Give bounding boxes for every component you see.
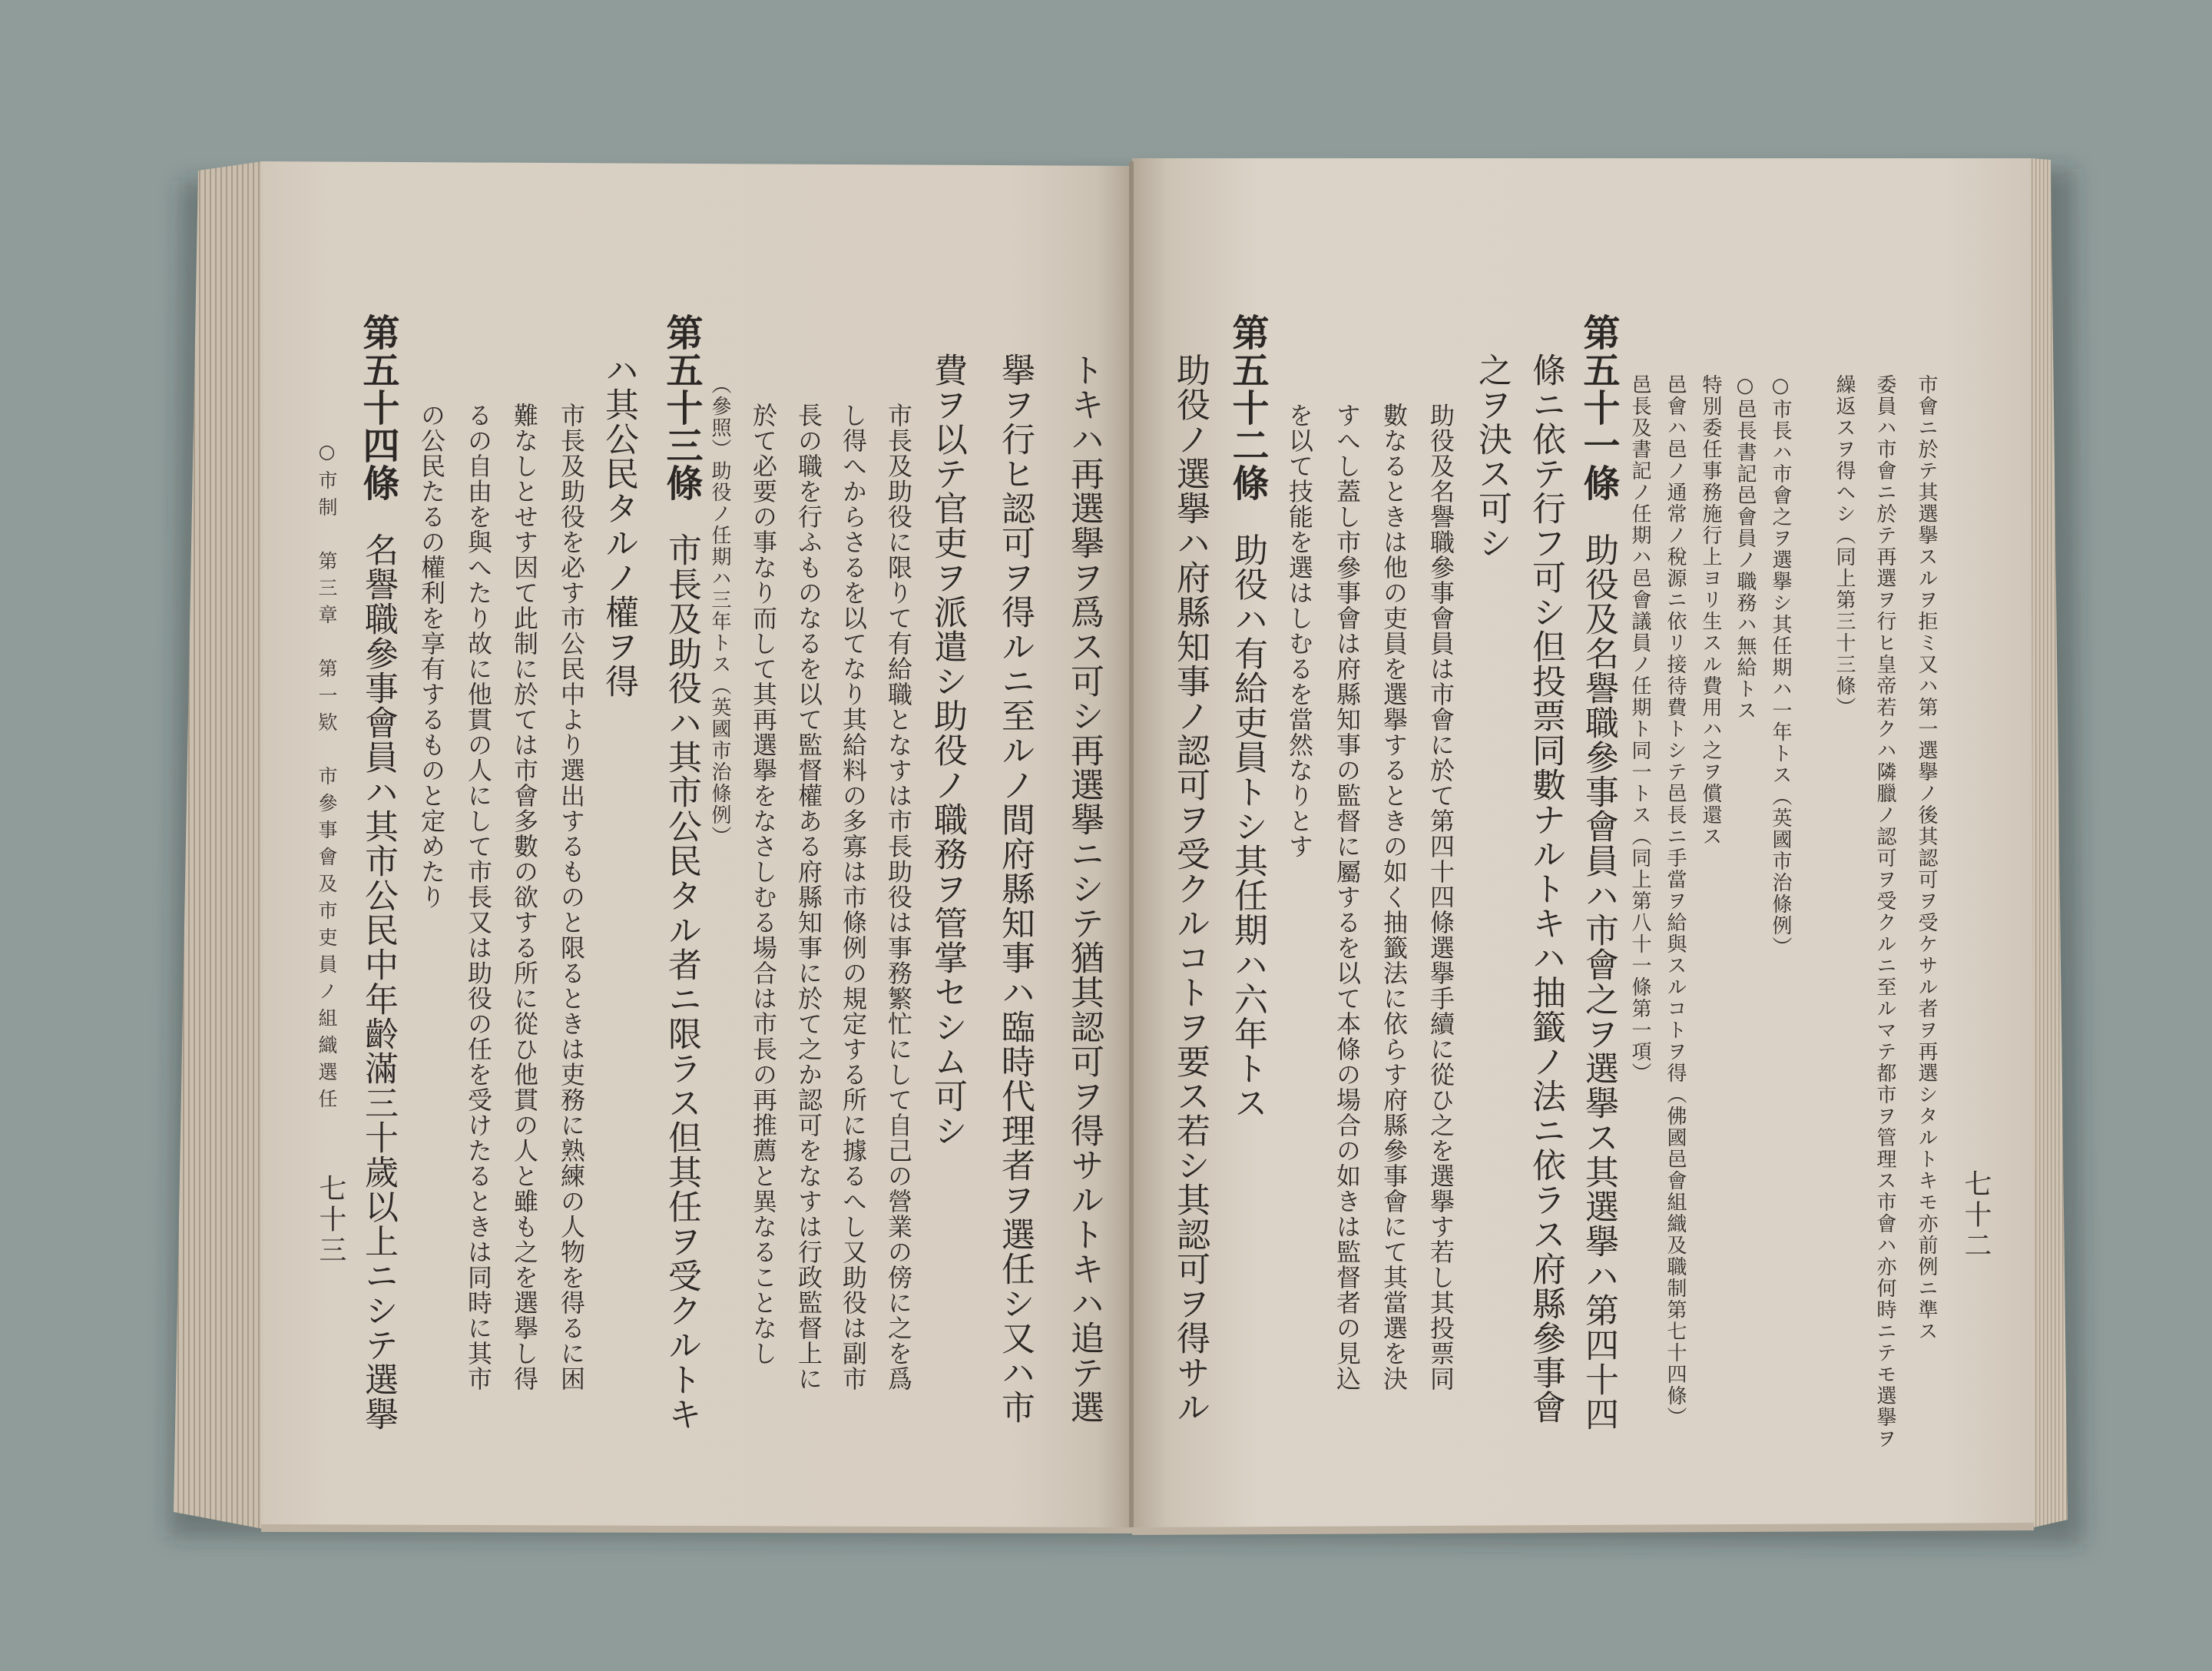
article-53-commentary-line: 市長及助役を必す市公民中より選出するものと限るときは吏務に熟練の人物を得るに困 <box>557 403 586 1391</box>
article-52-first-line <box>1226 313 1269 1120</box>
article-52-commentary-line: 於て必要の事なり而して其再選擧をなさしむる場合は市長の再推薦と異なることなし <box>749 403 778 1366</box>
article-52-commentary-line: 市長及助役に限りて有給職となすは市長助役は事務繁忙にして自己の營業の傍に之を爲 <box>884 403 913 1391</box>
article-52-continued-line: トキハ再選擧ヲ爲ス可シ再選擧ニシテ猶其認可ヲ得サルトキハ追テ選 <box>1065 353 1104 1424</box>
article-54-text: 名譽職參事會員ハ其市公民中年齡滿三十歲以上ニシテ選擧 <box>359 532 398 1431</box>
article-52-continued-line: 費ヲ以テ官吏ヲ派遣シ助役ノ職務ヲ管掌セシム可シ <box>928 353 967 1148</box>
reference-note: 邑會ハ邑ノ通常ノ稅源ニ依リ接待費トシテ邑長ニ手當ヲ給與スルコトヲ得（佛國邑會組織及職制第七十四條） <box>1664 374 1687 1428</box>
left-page-number: 七十三 <box>315 1174 346 1266</box>
reference-note: ○邑長書記邑會員ノ職務ハ無給トス <box>1734 374 1757 721</box>
article-54-heading: 第五十四條 <box>356 313 399 502</box>
article-51-commentary-line: すへし蓋し市參事會は府縣知事の監督に屬するを以て本條の場合の如きは監督者の見込 <box>1333 403 1362 1391</box>
article-52-reference-note: （參照）助役ノ任期ハ三年トス（英國市治條例） <box>708 374 731 847</box>
reference-note: 市會ニ於テ其選擧スルヲ拒ミ又ハ第一選擧ノ後其認可ヲ受ケサル者ヲ再選シタルトキモ亦前例ニ準ス <box>1915 374 1938 1342</box>
article-51-heading: 第五十一條 <box>1577 313 1620 502</box>
article-52-continued-line: 擧ヲ行ヒ認可ヲ得ルニ至ルノ間府縣知事ハ臨時代理者ヲ選任シ又ハ市 <box>995 353 1035 1424</box>
article-52-text-line: 助役ノ選擧ハ府縣知事ノ認可ヲ受クルコトヲ要ス若シ其認可ヲ得サル <box>1171 353 1210 1424</box>
article-52-heading: 第五十二條 <box>1226 313 1269 502</box>
article-52-text: 助役ハ有給吏員トシ其任期ハ六年トス <box>1228 532 1267 1120</box>
article-51-commentary-line: を以て技能を選はしむるを當然なりとす <box>1285 403 1314 859</box>
article-51-text-line: 之ヲ決ス可シ <box>1472 353 1512 560</box>
gutter-crease <box>1129 161 1134 1532</box>
article-53-commentary-line: 難なしとせす因て此制に於ては市會多數の欲する所に從ひ他貫の人と雖も之を選擧し得 <box>510 403 539 1391</box>
article-51-first-line <box>1577 313 1620 1431</box>
reference-note: ○市長ハ市會之ヲ選擧シ其任期ハ一年トス（英國市治條例） <box>1769 374 1792 958</box>
right-page-number: 七十二 <box>1960 1169 1992 1262</box>
running-footer: ○市制 第三章 第一欵 市參事會及市吏員ノ組織選任 <box>316 440 338 1116</box>
article-53-commentary-line: の公民たるの權利を享有するものと定めたり <box>417 403 446 910</box>
article-52-commentary-line: 長の職を行ふものなるを以て監督權ある府縣知事に於て之か認可をなすは行政監督上に <box>794 403 823 1391</box>
article-53-heading: 第五十三條 <box>660 313 703 502</box>
article-52-commentary-line: し得へからさるを以てなり其給料の多寡は市條例の規定する所に據るへし又助役は副市 <box>839 403 868 1391</box>
article-51-text: 助役及名譽職參事會員ハ市會之ヲ選擧ス其選擧ハ第四十四 <box>1579 532 1618 1431</box>
article-53-text-line: ハ其公民タルノ權ヲ得 <box>599 353 638 698</box>
reference-note: 繰返スヲ得ヘシ（同上第三十三條） <box>1833 374 1856 718</box>
reference-note: 委員ハ市會ニ於テ再選ヲ行ヒ皇帝若クハ隣臘ノ認可ヲ受クルニ至ルマテ都市ヲ管理ス市會ハ亦何時ニテモ選擧ヲ <box>1873 374 1896 1450</box>
article-51-commentary-line: 助役及名譽職參事會員は市會に於て第四十四條選擧手續に從ひ之を選擧す若し其投票同 <box>1426 403 1455 1391</box>
article-53-text: 市長及助役ハ其市公民タル者ニ限ラス但其任ヲ受クルトキ <box>662 532 701 1431</box>
article-53-commentary-line: るの自由を與へたり故に他貫の人にして市長又は助役の任を受けたるときは同時に其市 <box>464 403 493 1391</box>
article-53-first-line <box>660 313 703 1431</box>
article-54-first-line <box>356 313 399 1431</box>
article-51-text-line: 條ニ依テ行フ可シ但投票同數ナルトキハ抽籤ノ法ニ依ラス府縣參事會 <box>1526 353 1565 1424</box>
reference-note: 特別委任事務施行上ヨリ生スル費用ハ之ヲ償還ス <box>1699 374 1722 847</box>
reference-note: 邑長及書記ノ任期ハ邑會議員ノ任期ト同一トス（同上第八十一條第一項） <box>1628 374 1651 1084</box>
article-51-commentary-line: 數なるときは他の吏員を選擧するときの如く抽籤法に依らす府縣參事會にて其當選を決 <box>1379 403 1409 1391</box>
